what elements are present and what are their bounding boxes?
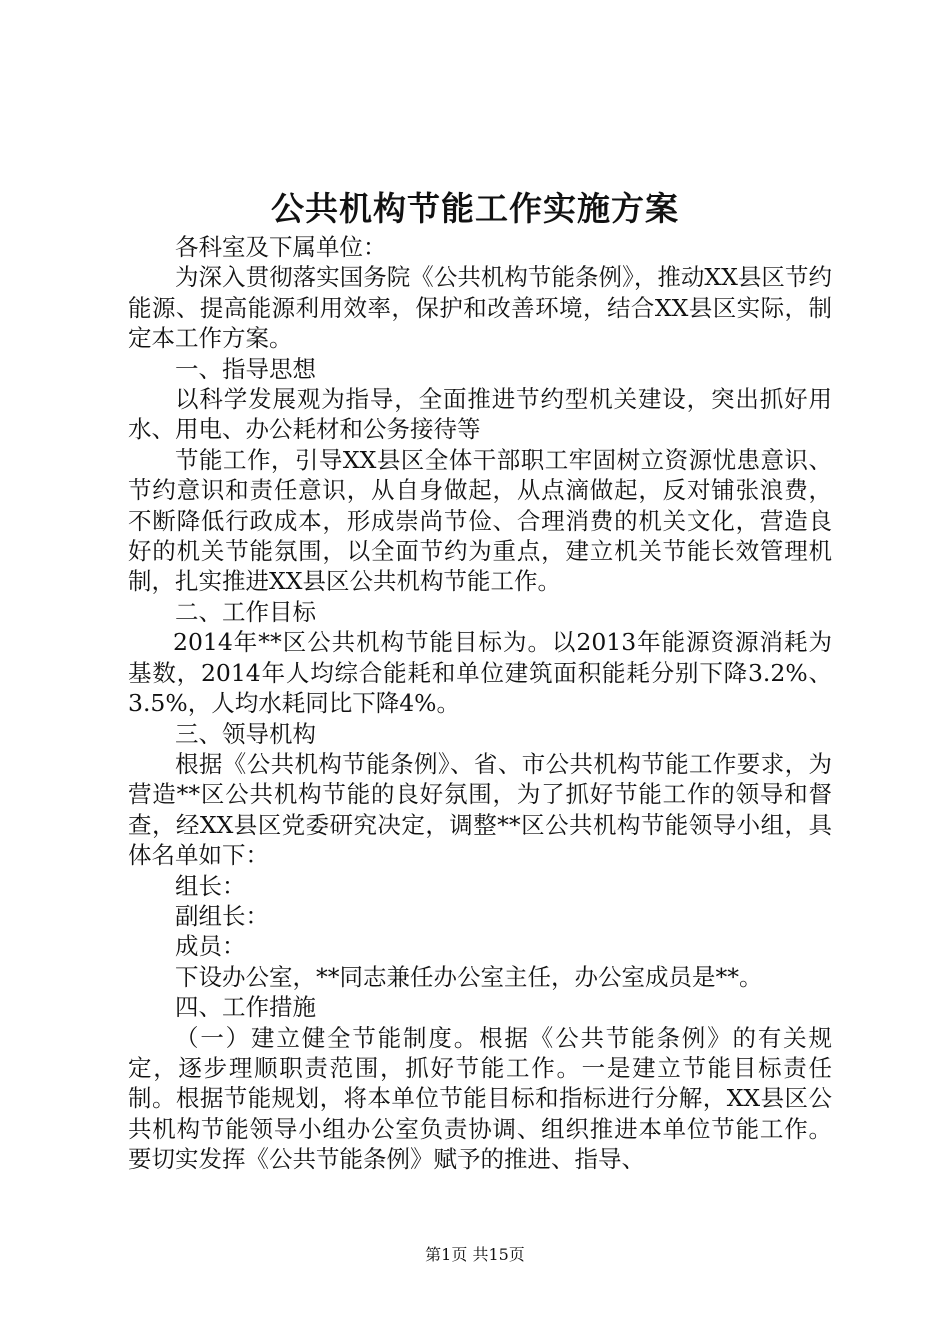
members-line: 成员： xyxy=(175,932,246,961)
section-heading-work-goals: 二、工作目标 xyxy=(175,597,316,626)
leadership-paragraph: 根据《公共机构节能条例》、省、市公共机构节能工作要求，为营造**区公共机构节能的良好氛围，为了抓好节能工作的领导和督查，经XX县区党委研究决定，调整**区公共机构节能领导小组，具体名单如下： xyxy=(128,749,832,870)
document-body xyxy=(128,232,832,1175)
intro-paragraph: 为深入贯彻落实国务院《公共机构节能条例》，推动XX县区节约能源、提高能源利用效率，保护和改善环境，结合XX县区实际，制定本工作方案。 xyxy=(128,263,832,353)
work-goals-paragraph: 2014年**区公共机构节能目标为。以2013年能源资源消耗为基数，2014年人均综合能耗和单位建筑面积能耗分别下降3.2%、3.5%，人均水耗同比下降4%。 xyxy=(128,628,832,718)
leader-line: 组长： xyxy=(175,871,246,900)
section-heading-guiding-thought: 一、指导思想 xyxy=(175,354,316,383)
office-line: 下设办公室，**同志兼任办公室主任，办公室成员是**。 xyxy=(175,962,763,991)
section-heading-leadership: 三、领导机构 xyxy=(175,719,316,748)
work-measures-paragraph: （一）建立健全节能制度。根据《公共节能条例》的有关规定，逐步理顺职责范围，抓好节能工作。一是建立节能目标责任制。根据节能规划，将本单位节能目标和指标进行分解，XX县区公共机构节能领导小组办公室负责协调、组织推进本单位节能工作。要切实发挥《公共节能条例》赋予的推进、指导、 xyxy=(128,1023,832,1174)
deputy-leader-line: 副组长： xyxy=(175,901,269,930)
guiding-thought-paragraph-1: 以科学发展观为指导，全面推进节约型机关建设，突出抓好用水、用电、办公耗材和公务接待等 xyxy=(128,385,832,444)
guiding-thought-paragraph-2: 节能工作，引导XX县区全体干部职工牢固树立资源忧患意识、节约意识和责任意识，从自身做起，从点滴做起，反对铺张浪费，不断降低行政成本，形成崇尚节俭、合理消费的机关文化，营造良好的机关节能氛围，以全面节约为重点，建立机关节能长效管理机制，扎实推进XX县区公共机构节能工作。 xyxy=(128,445,832,596)
page-footer: 第1页 共15页 xyxy=(425,1245,525,1264)
document-title: 公共机构节能工作实施方案 xyxy=(271,189,679,228)
section-heading-work-measures: 四、工作措施 xyxy=(175,993,316,1022)
salutation-paragraph: 各科室及下属单位： xyxy=(175,233,387,261)
